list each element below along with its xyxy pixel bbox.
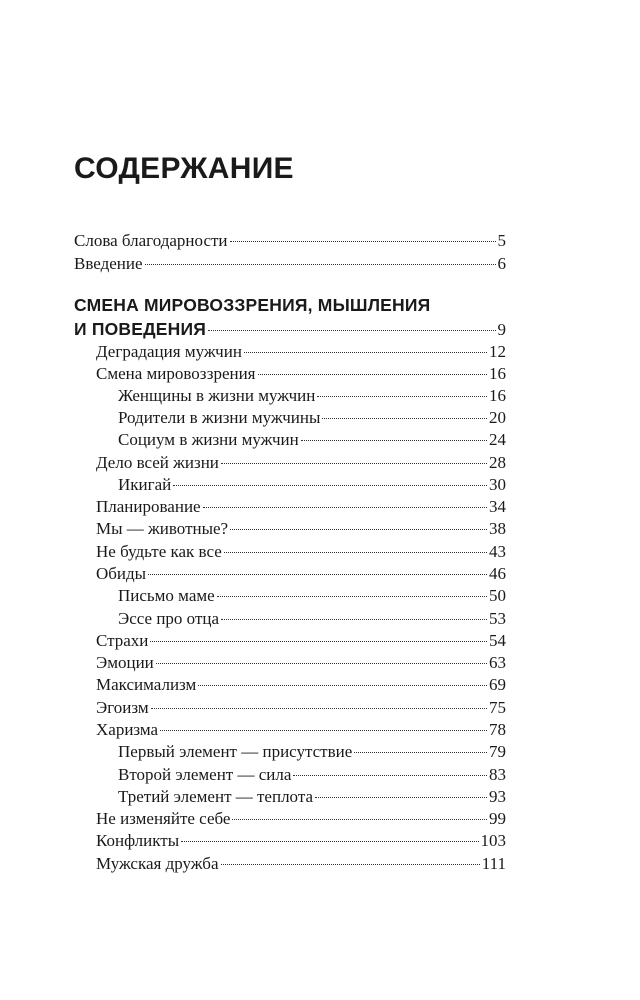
dot-leader (354, 752, 487, 753)
toc-subentry[interactable] (118, 385, 506, 407)
dot-leader (221, 864, 480, 865)
toc-entry-title: Дело всей жизни (96, 453, 219, 472)
part-heading-line2: И ПОВЕДЕНИЯ (74, 319, 207, 339)
toc-entry-title: Третий элемент — теплота (118, 787, 314, 806)
dot-leader (181, 841, 478, 842)
toc-entry[interactable] (96, 830, 506, 852)
toc-entry-page: 38 (489, 519, 506, 538)
toc-entry[interactable] (96, 853, 506, 875)
toc-entry[interactable] (96, 630, 506, 652)
toc-entry-title: Смена мировоззрения (96, 364, 256, 383)
dot-leader (230, 529, 487, 530)
toc-entry-page: 75 (489, 698, 506, 717)
dot-leader (322, 418, 487, 419)
toc-entry-title: Родители в жизни мужчины (118, 408, 321, 427)
toc-entry-page: 28 (489, 453, 506, 472)
dot-leader (203, 507, 487, 508)
toc-entry[interactable] (96, 363, 506, 385)
dot-leader (244, 352, 487, 353)
part-heading-line1[interactable]: СМЕНА МИРОВОЗЗРЕНИЯ, МЫШЛЕНИЯ (74, 295, 431, 315)
dot-leader (173, 485, 487, 486)
toc-entry-title: Обиды (96, 564, 147, 583)
toc-entry[interactable] (96, 563, 506, 585)
dot-leader (156, 663, 487, 664)
toc-subentry[interactable] (118, 786, 506, 808)
toc-entry-page: 12 (489, 342, 506, 361)
toc-entry-title: Эссе про отца (118, 609, 220, 628)
toc-subentry[interactable] (118, 585, 506, 607)
toc-entry-title: Не изменяйте себе (96, 809, 231, 828)
toc-entry-title: Эгоизм (96, 698, 149, 717)
toc-entry-title: Не будьте как все (96, 542, 222, 561)
toc-entry-page: 69 (489, 675, 506, 694)
toc-entry-front-2[interactable] (74, 253, 506, 275)
toc-entry-page: 53 (489, 609, 506, 628)
toc-entry-page: 54 (489, 631, 506, 650)
toc-entry-page: 6 (497, 254, 506, 273)
toc-entry-title: Икигай (118, 475, 172, 494)
dot-leader (315, 797, 487, 798)
toc-entry-page: 78 (489, 720, 506, 739)
toc-entry-title: Конфликты (96, 831, 180, 850)
toc-entry[interactable] (96, 719, 506, 741)
dot-leader (221, 619, 487, 620)
toc-entry[interactable] (96, 496, 506, 518)
toc-entry[interactable] (96, 674, 506, 696)
toc-entry-front-1[interactable] (74, 230, 506, 252)
toc-entry[interactable] (96, 652, 506, 674)
dot-leader (208, 330, 495, 331)
toc-entry-title: Планирование (96, 497, 201, 516)
page-title: СОДЕРЖАНИЕ (74, 152, 294, 185)
toc-entry[interactable] (96, 541, 506, 563)
toc-entry-page: 111 (481, 854, 506, 873)
toc-entry-page: 79 (489, 742, 506, 761)
dot-leader (258, 374, 488, 375)
toc-entry-page: 9 (497, 320, 506, 339)
toc-entry-page: 46 (489, 564, 506, 583)
toc-subentry[interactable] (118, 764, 506, 786)
dot-leader (150, 641, 487, 642)
toc-entry-title: Второй элемент — сила (118, 765, 292, 784)
toc-entry-title: Эмоции (96, 653, 154, 672)
toc-entry-page: 24 (489, 430, 506, 449)
dot-leader (145, 264, 496, 265)
dot-leader (224, 552, 487, 553)
toc-entry-page: 103 (480, 831, 506, 850)
toc-entry-page: 99 (489, 809, 506, 828)
toc-entry-title: Максимализм (96, 675, 197, 694)
toc-entry[interactable] (96, 518, 506, 540)
dot-leader (221, 463, 487, 464)
toc-entry-page: 93 (489, 787, 506, 806)
dot-leader (151, 708, 487, 709)
toc-entry-page: 83 (489, 765, 506, 784)
toc-entry[interactable] (96, 341, 506, 363)
toc-entry-title: Страхи (96, 631, 149, 650)
dot-leader (317, 396, 487, 397)
toc-subentry[interactable] (118, 741, 506, 763)
toc-part-entry[interactable] (74, 318, 506, 340)
dot-leader (217, 596, 487, 597)
toc-entry-page: 16 (489, 364, 506, 383)
toc-entry-page: 50 (489, 586, 506, 605)
toc-entry-page: 30 (489, 475, 506, 494)
toc-subentry[interactable] (118, 407, 506, 429)
toc-entry-title: Женщины в жизни мужчин (118, 386, 316, 405)
toc-subentry[interactable] (118, 429, 506, 451)
toc-entry-page: 5 (497, 231, 506, 250)
toc-entry-page: 20 (489, 408, 506, 427)
toc-entry-title: Введение (74, 254, 143, 273)
toc-entry-page: 16 (489, 386, 506, 405)
dot-leader (160, 730, 487, 731)
toc-entry-title: Деградация мужчин (96, 342, 242, 361)
toc-entry-page: 43 (489, 542, 506, 561)
toc-entry[interactable] (96, 808, 506, 830)
toc-subentry[interactable] (118, 474, 506, 496)
toc-entry-title: Первый элемент — присутствие (118, 742, 353, 761)
dot-leader (230, 241, 496, 242)
dot-leader (232, 819, 487, 820)
toc-entry-title: Харизма (96, 720, 159, 739)
toc-entry-title: Мужская дружба (96, 854, 219, 873)
toc-entry[interactable] (96, 452, 506, 474)
toc-entry-title: Слова благодарности (74, 231, 228, 250)
toc-entry-page: 34 (489, 497, 506, 516)
dot-leader (148, 574, 487, 575)
toc-entry-page: 63 (489, 653, 506, 672)
dot-leader (301, 440, 487, 441)
toc-entry-title: Мы — животные? (96, 519, 229, 538)
toc-entry[interactable] (96, 697, 506, 719)
dot-leader (198, 685, 487, 686)
dot-leader (293, 775, 487, 776)
toc-entry-title: Социум в жизни мужчин (118, 430, 299, 449)
toc-subentry[interactable] (118, 608, 506, 630)
toc-entry-title: Письмо маме (118, 586, 215, 605)
